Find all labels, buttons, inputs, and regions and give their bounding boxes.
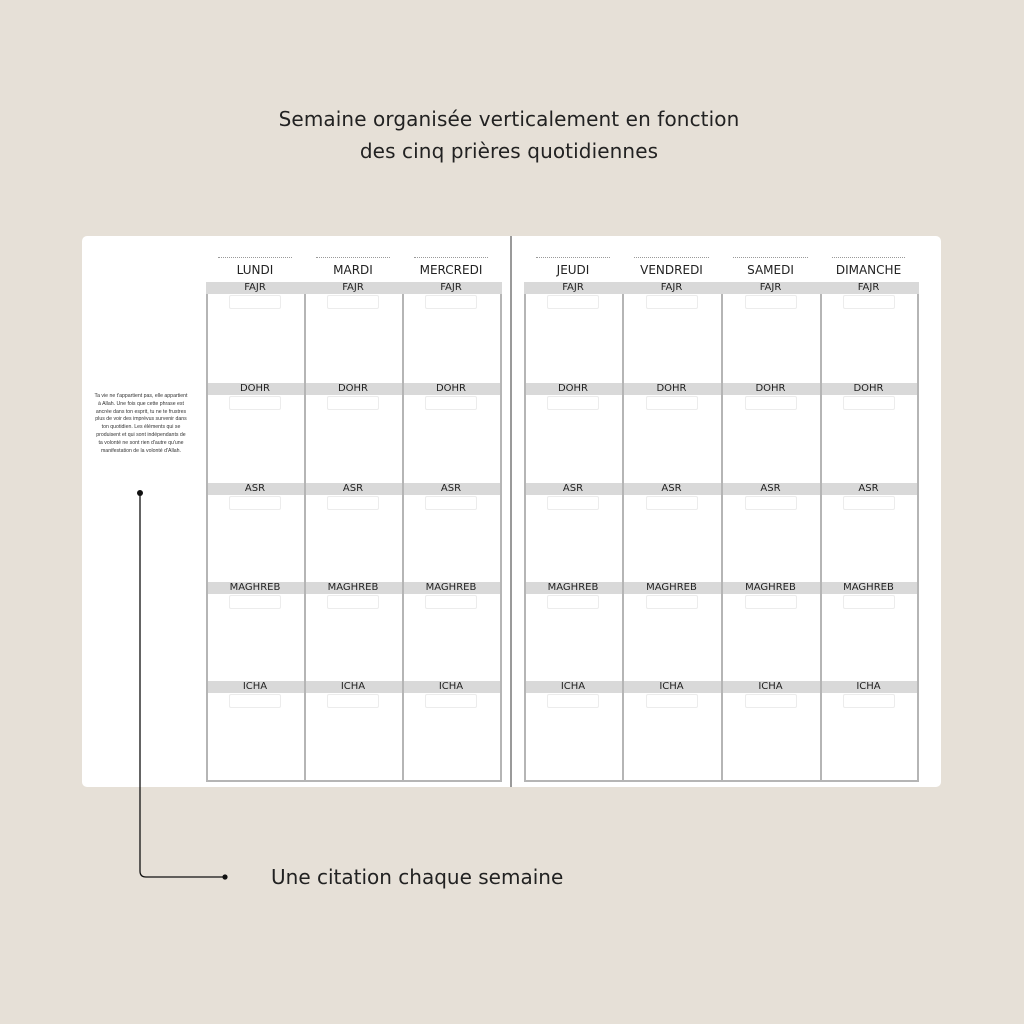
day-label: DIMANCHE — [835, 263, 902, 277]
prayer-label: FAJR — [562, 282, 584, 293]
prayer-label: ICHA — [659, 681, 684, 692]
prayer-label: ICHA — [560, 681, 586, 692]
prayer-label: ICHA — [438, 681, 464, 692]
day-label: MARDI — [333, 263, 373, 277]
prayer-label: DOHR — [435, 383, 467, 394]
prayer-label: DOHR — [755, 383, 786, 394]
day-label: JEUDI — [556, 263, 590, 277]
day-label: VENDREDI — [640, 263, 703, 277]
prayer-label: ASR — [342, 483, 364, 494]
prayer-label: FAJR — [244, 282, 266, 293]
prayer-label: DOHR — [557, 383, 589, 394]
day-label: MERCREDI — [419, 263, 483, 277]
prayer-label: FAJR — [342, 282, 364, 293]
quote-caption: Une citation chaque semaine — [271, 865, 564, 889]
prayer-label: FAJR — [857, 282, 880, 293]
prayer-label: FAJR — [660, 282, 683, 293]
prayer-label: DOHR — [337, 383, 369, 394]
prayer-label: MAGHREB — [327, 582, 379, 593]
title-line-1: Semaine organisée verticalement en fonction — [278, 107, 740, 131]
prayer-label: MAGHREB — [547, 582, 599, 593]
prayer-label: ICHA — [340, 681, 366, 692]
prayer-label: DOHR — [853, 383, 884, 394]
title-line-2: des cinq prières quotidiennes — [359, 139, 659, 163]
prayer-label: MAGHREB — [745, 582, 796, 593]
prayer-label: MAGHREB — [229, 582, 281, 593]
prayer-label: ICHA — [758, 681, 783, 692]
prayer-label: ASR — [244, 483, 266, 494]
prayer-label: FAJR — [759, 282, 782, 293]
prayer-label: ASR — [858, 483, 879, 494]
prayer-label: FAJR — [440, 282, 462, 293]
prayer-label: MAGHREB — [843, 582, 894, 593]
prayer-label: ASR — [440, 483, 462, 494]
weekly-quote: Ta vie ne t'appartient pas, elle appartient à Allah. Une fois que cette phrase est ancrée dans ton esprit, tu ne te frustres plus de voir des imprévus survenir dans ton quotidien. Les éléments qui se produisent et qui sont indépendants de ta volonté ne sont rien d'autre qu'une manifestation de la volonté d'Allah. — [94, 393, 188, 454]
prayer-label: DOHR — [656, 383, 687, 394]
prayer-label: ASR — [562, 483, 584, 494]
prayer-label: MAGHREB — [646, 582, 697, 593]
prayer-label: DOHR — [239, 383, 271, 394]
day-label: SAMEDI — [747, 263, 794, 277]
prayer-label: MAGHREB — [425, 582, 477, 593]
prayer-label: ASR — [760, 483, 781, 494]
prayer-label: ICHA — [242, 681, 268, 692]
prayer-label: ICHA — [856, 681, 881, 692]
prayer-label: ASR — [661, 483, 682, 494]
day-label: LUNDI — [236, 263, 274, 277]
